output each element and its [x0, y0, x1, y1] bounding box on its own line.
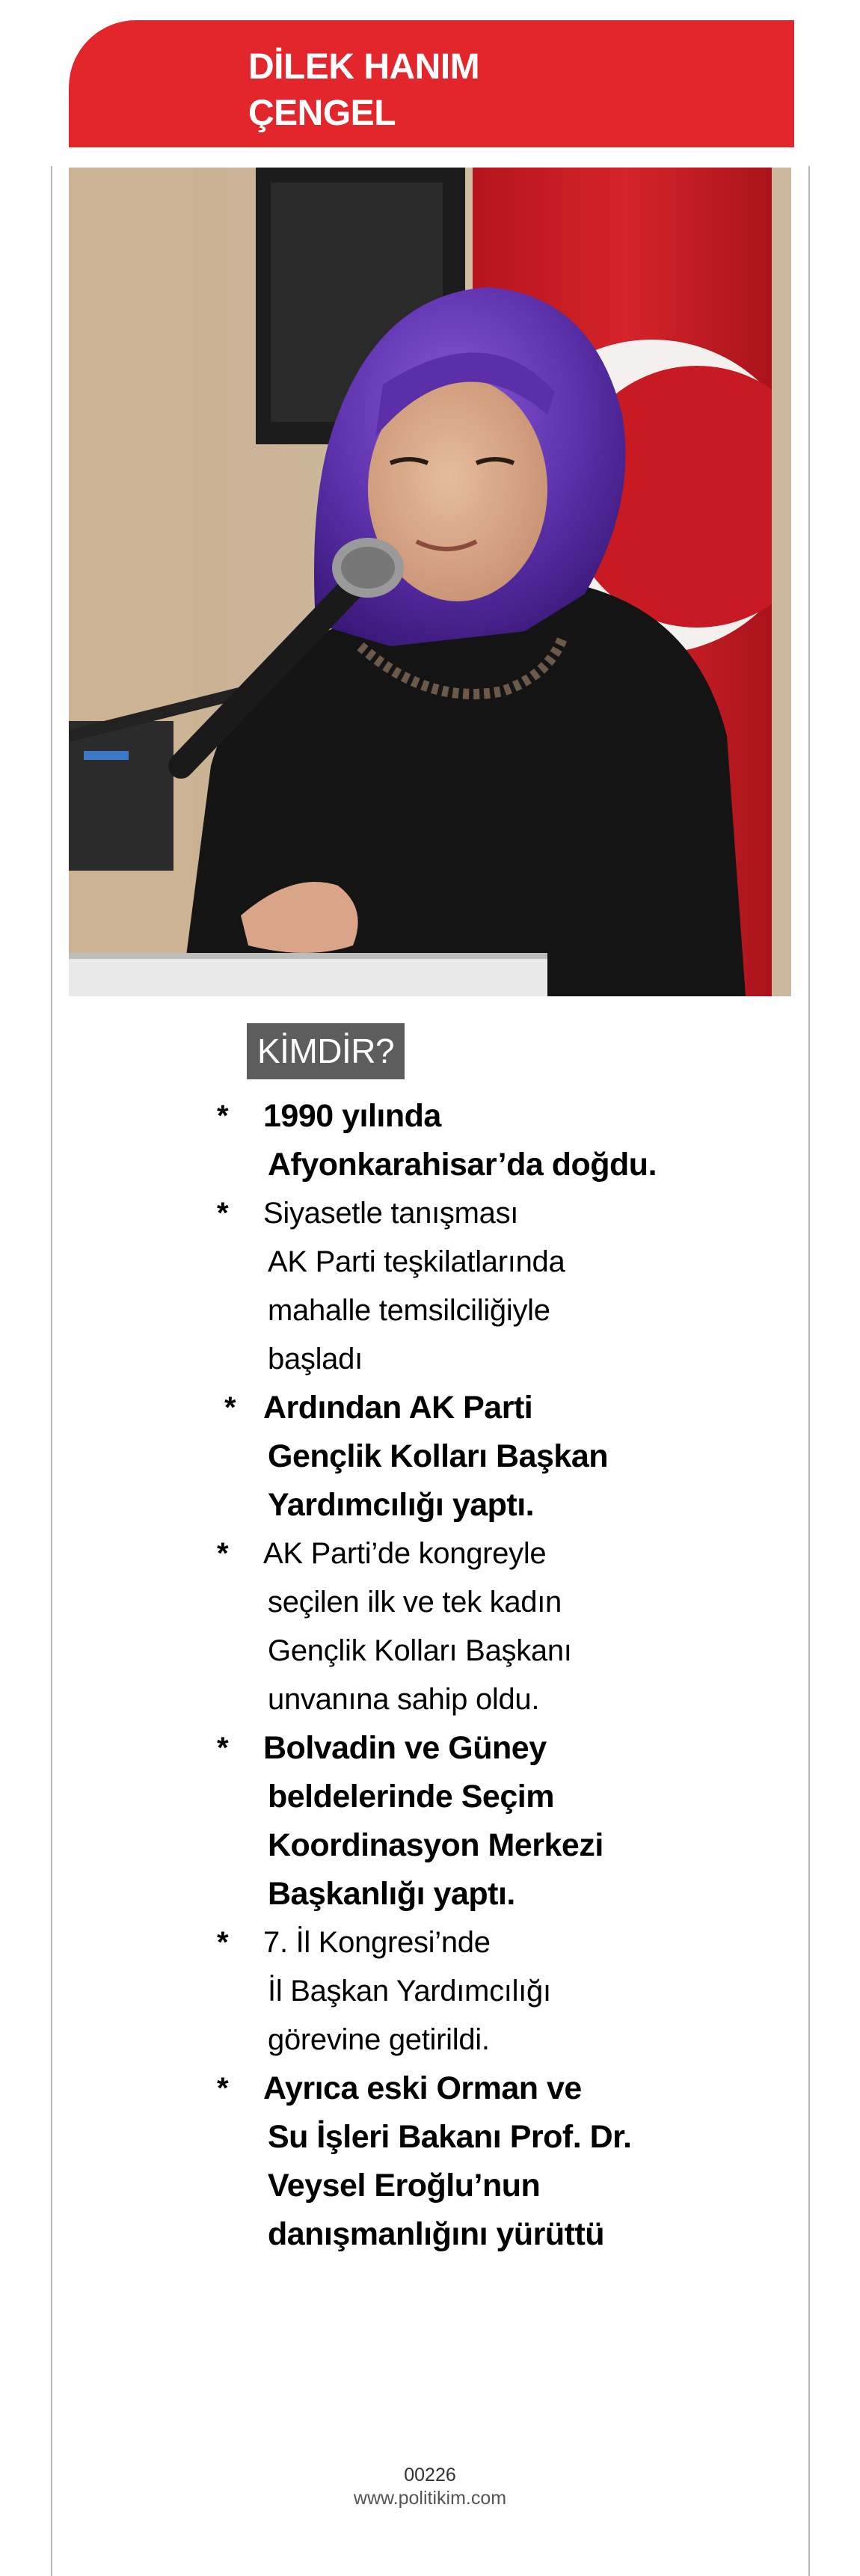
bio-item-line: unvanına sahip oldu.	[268, 1683, 540, 1716]
bio-item-text	[263, 1384, 682, 1530]
bio-item-line: Başkanlığı yaptı.	[268, 1876, 515, 1912]
bio-item-line: Afyonkarahisar’da doğdu.	[268, 1147, 657, 1183]
frame-left-line	[51, 166, 52, 2576]
bio-item-line: beldelerinde Seçim	[268, 1779, 554, 1815]
bio-item-line: Ardından AK Parti	[263, 1390, 533, 1426]
footer-code: 00226	[404, 2465, 456, 2485]
name-banner	[69, 20, 794, 147]
bullet-star: *	[217, 2072, 229, 2105]
bio-item-line: görevine getirildi.	[268, 2023, 490, 2056]
bio-item-text	[263, 1919, 682, 2064]
bio-item-text	[263, 1724, 682, 1919]
portrait-illustration	[69, 168, 791, 996]
bio-item-line: İl Başkan Yardımcılığı	[268, 1975, 551, 2008]
bio-item-line: danışmanlığını yürüttü	[268, 2216, 605, 2252]
bio-item-line: Veysel Eroğlu’nun	[268, 2168, 541, 2204]
bio-item-line: başladı	[268, 1343, 363, 1376]
bullet-star: *	[217, 1537, 229, 1570]
bio-item-text	[263, 1530, 682, 1724]
bio-item-line: AK Parti teşkilatlarında	[268, 1245, 565, 1278]
bio-item-line: 1990 yılında	[263, 1098, 441, 1134]
portrait-photo	[69, 168, 791, 996]
bio-item-line: mahalle temsilciliğiyle	[268, 1294, 550, 1327]
person-name	[248, 44, 479, 137]
bio-item-line: Gençlik Kolları Başkan	[268, 1438, 609, 1474]
bio-item-text	[263, 1189, 682, 1384]
person-name-line2: ÇENGEL	[248, 93, 396, 133]
person-name-line1: DİLEK HANIM	[248, 47, 480, 87]
bio-item-line: Su İşleri Bakanı Prof. Dr.	[268, 2119, 632, 2155]
bio-item-line: Gençlik Kolları Başkanı	[268, 1634, 572, 1667]
section-title-kimdir: KİMDİR?	[247, 1023, 405, 1079]
bio-item-text	[263, 2064, 682, 2259]
bullet-star: *	[217, 1926, 229, 1959]
bullet-star: *	[224, 1391, 236, 1424]
bio-item-line: seçilen ilk ve tek kadın	[268, 1586, 562, 1619]
bio-item-line: Ayrıca eski Orman ve	[263, 2070, 582, 2106]
frame-right-line	[808, 166, 810, 2576]
bio-item-line: Siyasetle tanışması	[263, 1197, 519, 1230]
bullet-star: *	[217, 1197, 229, 1230]
bio-item-line: Bolvadin ve Güney	[263, 1730, 547, 1766]
bio-item-line: 7. İl Kongresi’nde	[263, 1926, 491, 1959]
bio-item-line: Yardımcılığı yaptı.	[268, 1487, 535, 1523]
footer-url: www.politikim.com	[353, 2488, 507, 2509]
bio-item-text	[263, 1092, 682, 1189]
bullet-star: *	[217, 1732, 229, 1764]
bio-item-line: Koordinasyon Merkezi	[268, 1827, 603, 1863]
bio-item-line: AK Parti’de kongreyle	[263, 1537, 547, 1570]
bullet-star: *	[217, 1100, 229, 1132]
